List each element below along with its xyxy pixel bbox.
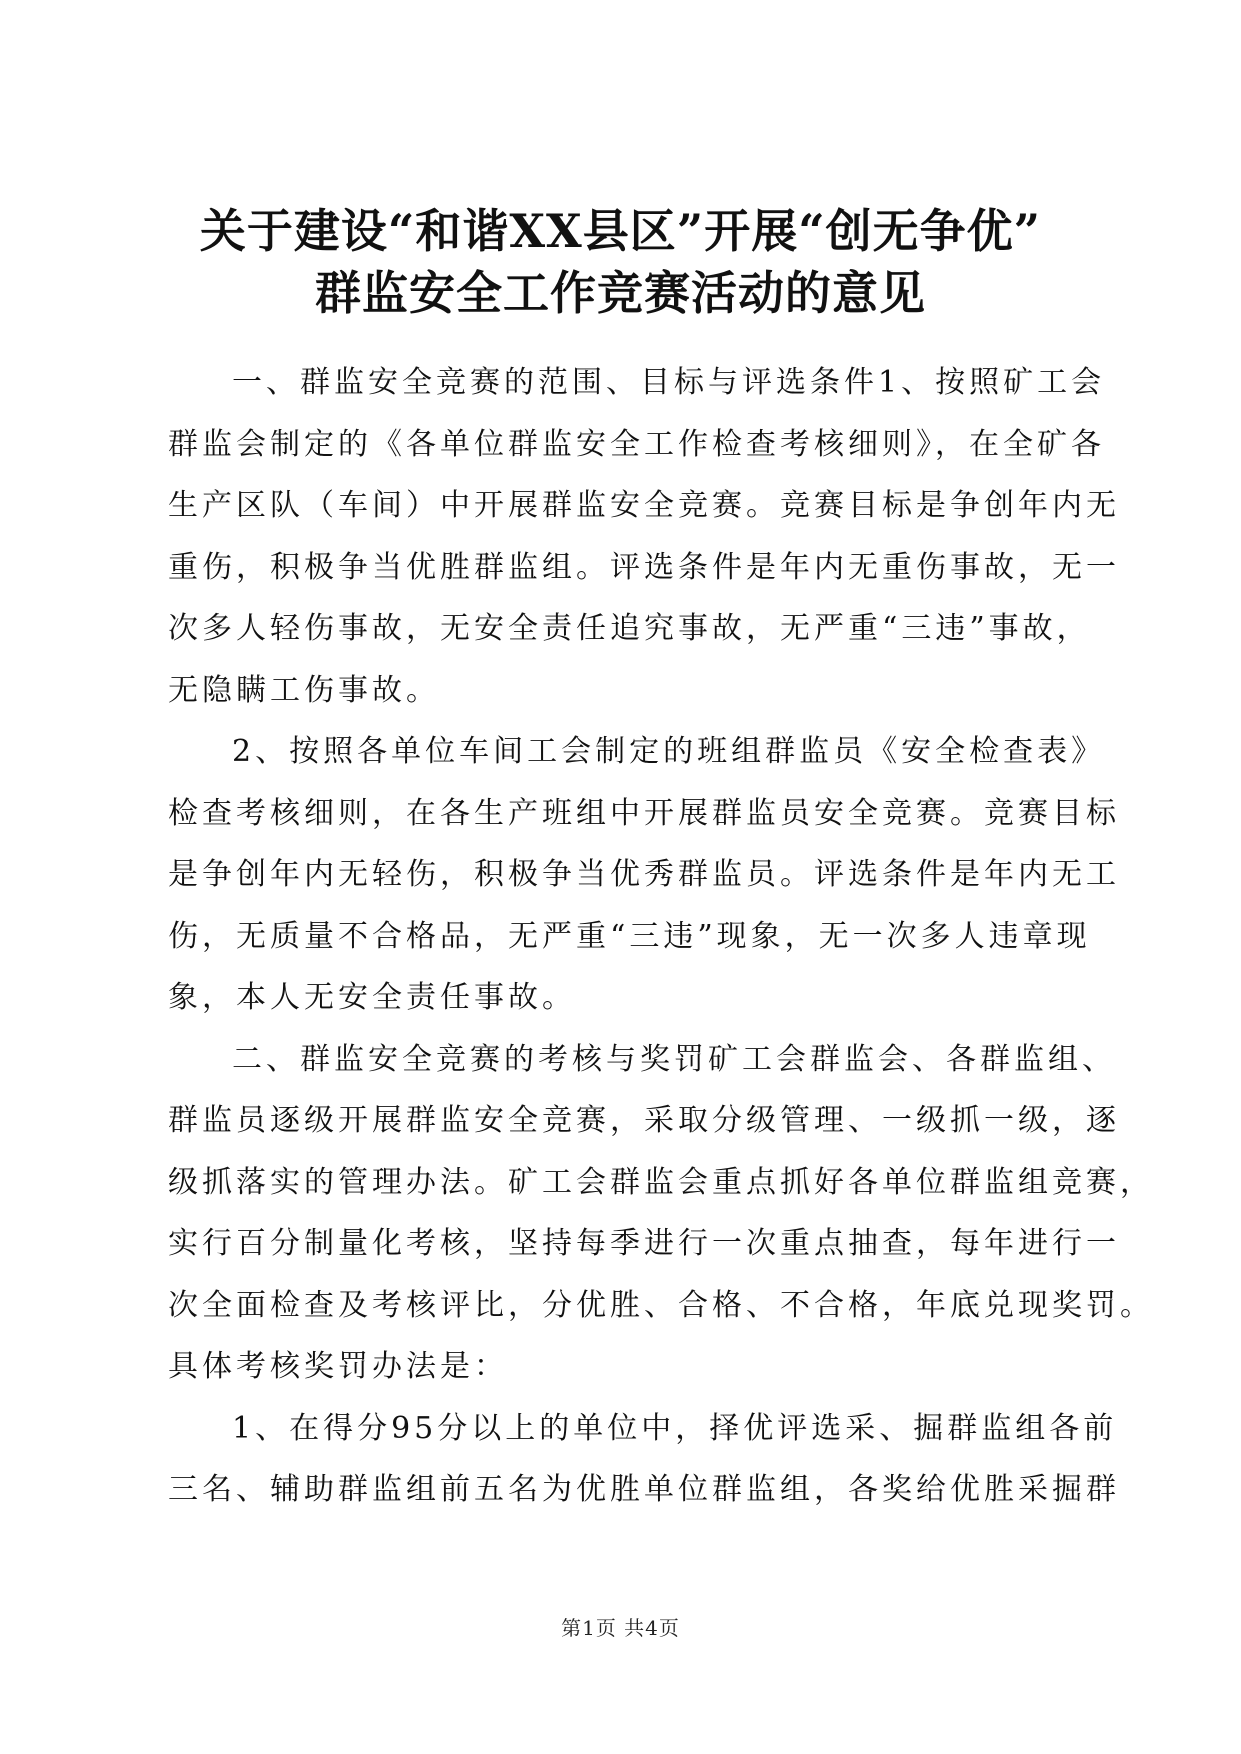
- paragraph-line: 无隐瞒工伤事故。: [168, 672, 440, 708]
- paragraph-line: 具体考核奖罚办法是：: [168, 1349, 508, 1384]
- paragraph-line: 2、按照各单位车间工会制定的班组群监员《安全检查表》: [232, 734, 1106, 769]
- page-number-footer: 第1页 共4页: [561, 1616, 680, 1640]
- paragraph-2: [168, 721, 1120, 1029]
- paragraph-line: 伤，无质量不合格品，无严重“三违”现象，无一次多人违章现: [168, 918, 1091, 954]
- paragraph-4: [168, 1398, 1120, 1521]
- document-body: [168, 352, 1154, 1521]
- title-line-2: 群监安全工作竞赛活动的意见: [315, 266, 926, 320]
- paragraph-line: 实行百分制量化考核，坚持每季进行一次重点抽查，每年进行一: [168, 1226, 1120, 1261]
- paragraph-line: 三名、辅助群监组前五名为优胜单位群监组，各奖给优胜采掘群: [168, 1472, 1120, 1507]
- document-title: [150, 200, 1091, 324]
- paragraph-line: 生产区队（车间）中开展群监安全竞赛。竞赛目标是争创年内无: [168, 488, 1120, 523]
- paragraph-line: 检查考核细则，在各生产班组中开展群监员安全竞赛。竞赛目标: [168, 795, 1120, 831]
- paragraph-line: 次多人轻伤事故，无安全责任追究事故，无严重“三违”事故，: [168, 611, 1091, 646]
- paragraph-line: 二、群监安全竞赛的考核与奖罚矿工会群监会、各群监组、: [232, 1041, 1116, 1077]
- paragraph-line: 是争创年内无轻伤，积极争当优秀群监员。评选条件是年内无工: [168, 857, 1120, 892]
- paragraph-line: 重伤，积极争当优胜群监组。评选条件是年内无重伤事故，无一: [168, 549, 1120, 585]
- paragraph-line: 1、在得分95分以上的单位中，择优评选采、掘群监组各前: [232, 1410, 1118, 1446]
- paragraph-line: 次全面检查及考核评比，分优胜、合格、不合格，年底兑现奖罚。: [168, 1287, 1154, 1323]
- paragraph-line: 群监员逐级开展群监安全竞赛，采取分级管理、一级抓一级，逐: [168, 1103, 1120, 1138]
- paragraph-line: 一、群监安全竞赛的范围、目标与评选条件1、按照矿工会: [232, 365, 1106, 400]
- paragraph-1: [168, 352, 1120, 721]
- paragraph-line: 象，本人无安全责任事故。: [168, 980, 576, 1015]
- paragraph-3: [168, 1029, 1154, 1398]
- paragraph-line: 级抓落实的管理办法。矿工会群监会重点抓好各单位群监组竞赛，: [168, 1164, 1154, 1200]
- title-line-1: 关于建设“和谐XX县区”开展“创无争优”: [199, 204, 1042, 258]
- paragraph-line: 群监会制定的《各单位群监安全工作检查考核细则》，在全矿各: [168, 426, 1105, 462]
